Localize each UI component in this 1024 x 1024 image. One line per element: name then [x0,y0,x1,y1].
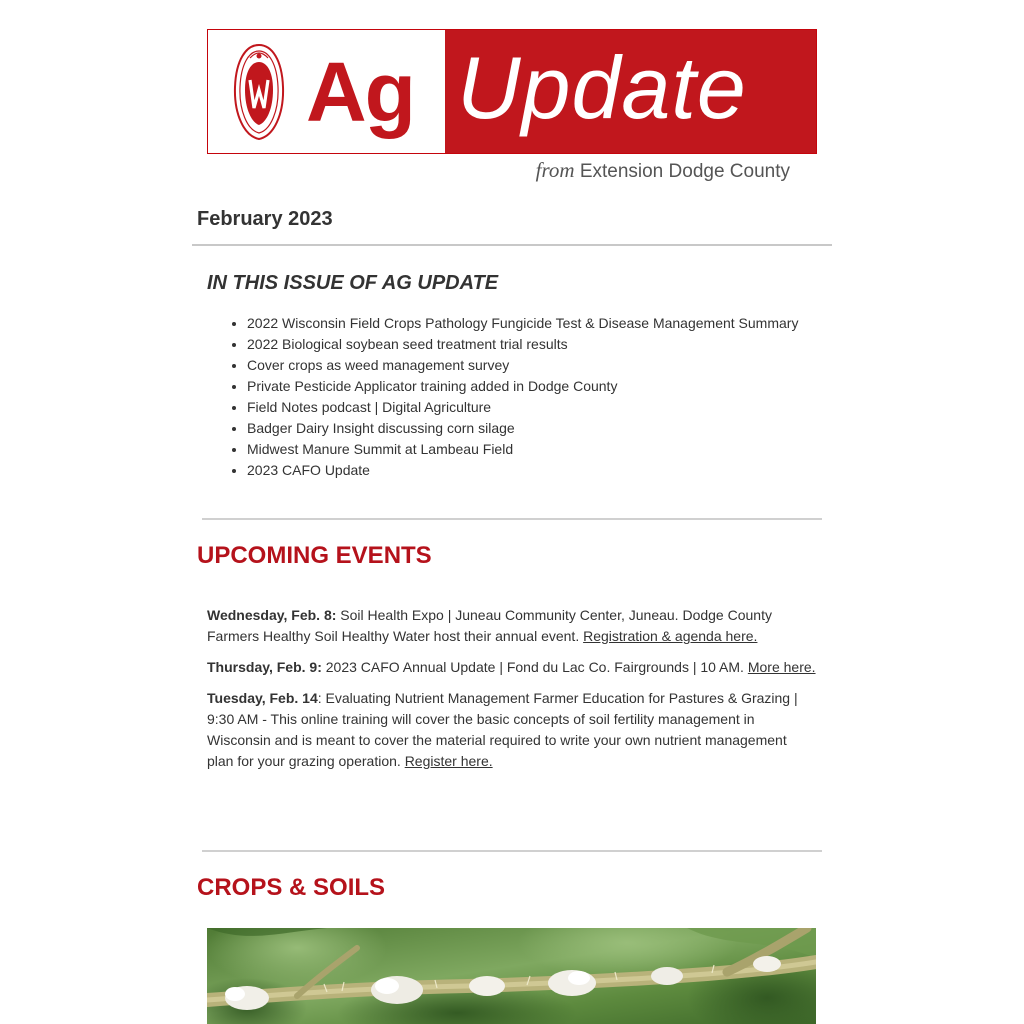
list-item: • Field Notes podcast | Digital Agriculture [247,397,867,418]
registration-agenda-link[interactable]: Registration & agenda here. [583,628,758,644]
banner-logo-panel [208,30,445,153]
list-item: • 2023 CAFO Update [247,460,867,481]
logo-ag-text: Ag [306,45,414,139]
divider [202,518,822,520]
list-item: • 2022 Biological soybean seed treatment trial results [247,334,867,355]
event-description: 2023 CAFO Annual Update | Fond du Lac Co. Fairgrounds | 10 AM. [321,659,748,675]
event-item [207,605,817,647]
upcoming-events-title: UPCOMING EVENTS [197,542,432,569]
event-item [207,688,817,772]
list-item: • Midwest Manure Summit at Lambeau Field [247,439,867,460]
events-list [207,605,817,782]
in-this-issue-list [207,313,867,481]
logo-update-text: Update [457,38,747,137]
soybean-stem-mold-photo [207,928,816,1024]
register-link[interactable]: Register here. [404,753,493,769]
ag-update-banner [207,29,817,154]
event-date: Thursday, Feb. 9: [207,659,322,675]
list-item: • Private Pesticide Applicator training added in Dodge County [247,376,867,397]
divider [202,850,822,852]
in-this-issue-heading: IN THIS ISSUE OF AG UPDATE [207,272,499,294]
banner-subtitle [536,158,790,183]
crops-soils-title: CROPS & SOILS [197,874,386,901]
event-item [207,657,817,678]
event-date: Wednesday, Feb. 8: [207,607,337,623]
subtitle-organization: Extension Dodge County [579,161,790,182]
divider [192,244,832,246]
banner-title-panel [445,30,816,153]
uw-crest-icon [228,42,290,142]
issue-date: February 2023 [197,208,333,230]
event-description: : Evaluating Nutrient Management Farmer Education for Pastures & Grazing | 9:30 AM - This online training will cover the basic concepts of soil fertility management in Wisconsin and is meant to cover the material required to write your own nutrient management plan for your grazing operation. [207,690,798,769]
more-info-link[interactable]: More here. [747,659,816,675]
event-description: Soil Health Expo | Juneau Community Center, Juneau. Dodge County Farmers Healthy Soil Healthy Water host their annual event. [207,607,772,644]
list-item: • Badger Dairy Insight discussing corn silage [247,418,867,439]
subtitle-from: from [535,158,575,182]
list-item: • 2022 Wisconsin Field Crops Pathology Fungicide Test & Disease Management Summary [247,313,867,334]
event-date: Tuesday, Feb. 14 [207,690,318,706]
list-item: • Cover crops as weed management survey [247,355,867,376]
